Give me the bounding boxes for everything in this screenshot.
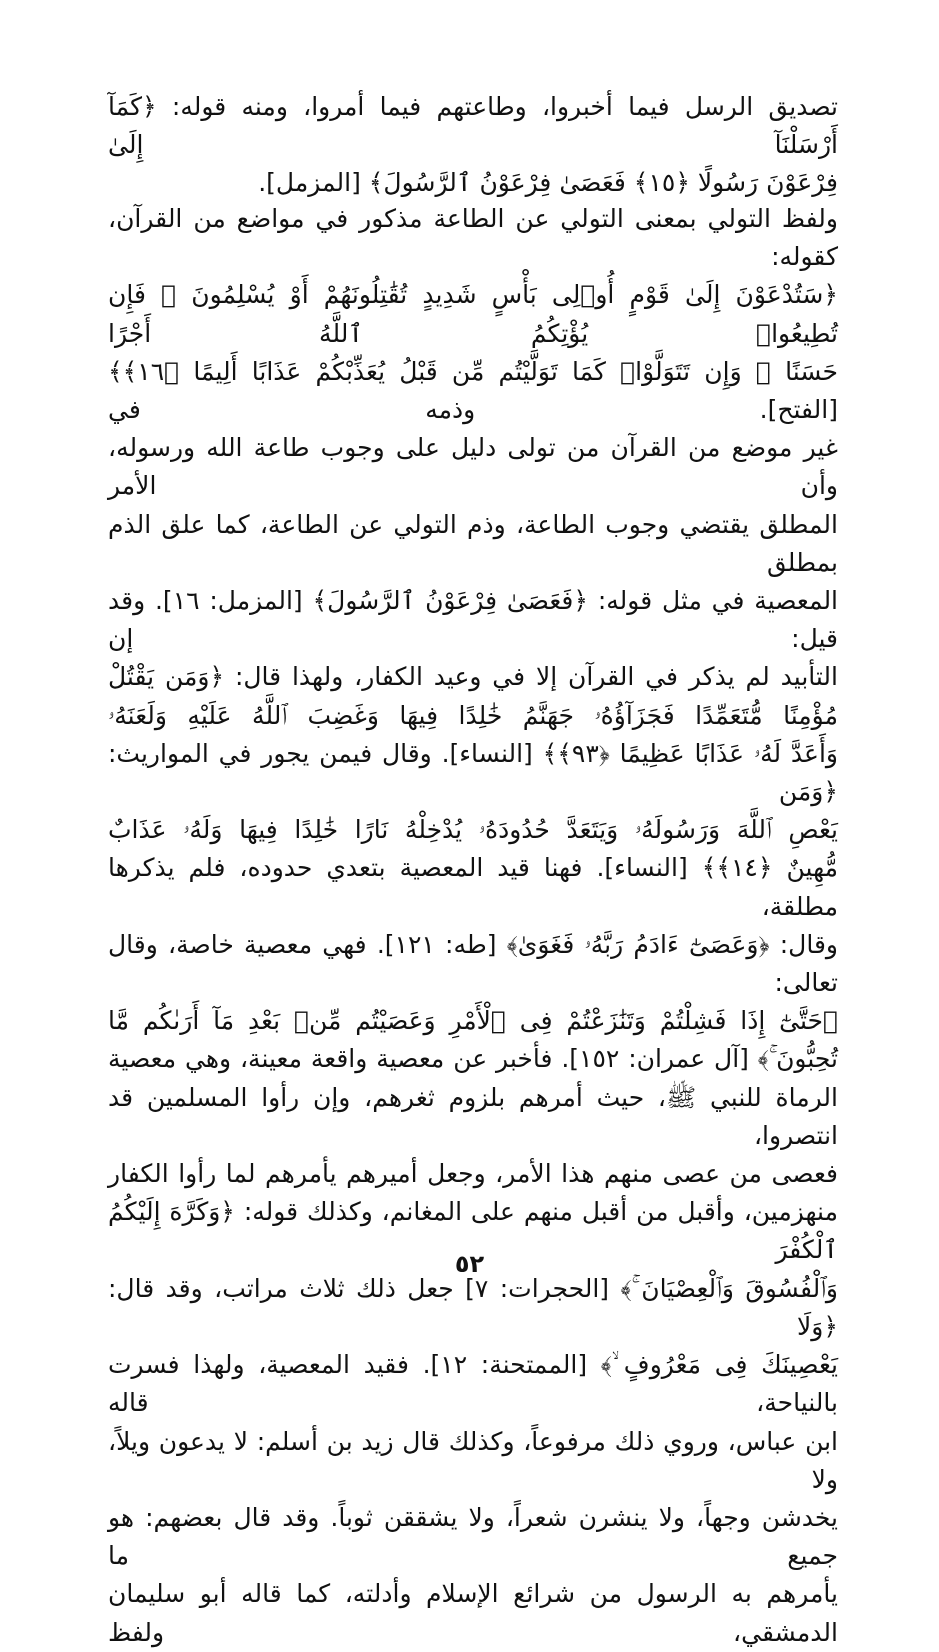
text-line: يَعْصِ ٱللَّهَ وَرَسُولَهُۥ وَيَتَعَدَّ حُدُودَهُۥ يُدْخِلْهُ نَارًا خَٰلِدًا فِيهَا وَلَهُۥ عَذَابٌ [108, 815, 838, 845]
text-line: يَعْصِينَكَ فِى مَعْرُوفٍ ۙ﴾ [الممتحنة: ١٢]. فقيد المعصية، ولهذا فسرت بالنياحة، قاله [108, 1350, 839, 1418]
text-line: يأمرهم به الرسول من شرائع الإسلام وأدلته، كما قاله أبو سليمان الدمشقي، ولفظ [108, 1579, 838, 1647]
page-number: ٥٢ [454, 1250, 485, 1278]
text-line: المطلق يقتضي وجوب الطاعة، وذم التولي عن الطاعة، كما علق الذم بمطلق [108, 509, 838, 577]
text-line: وَأَعَدَّ لَهُۥ عَذَابًا عَظِيمًا ﴿٩٣﴾﴾ [النساء]. وقال فيمن يجور في المواريث: ﴿وَمَن [108, 738, 838, 807]
text-line: يخدشن وجهاً، ولا ينشرن شعراً، ولا يشققن ثوباً. وقد قال بعضهم: هو جميع ما [108, 1502, 838, 1571]
text-line: وَٱلْفُسُوقَ وَٱلْعِصْيَانَ ۚ﴾ [الحجرات: ٧] جعل ذلك ثلاث مراتب، وقد قال: ﴿وَلَا [108, 1273, 839, 1341]
text-line: المعصية في مثل قوله: ﴿فَعَصَىٰ فِرْعَوْنُ ٱلرَّسُولَ﴾ [المزمل: ١٦]. وقد قيل: إن [108, 586, 839, 654]
text-line: ﴿حَتَّىٰٓ إِذَا فَشِلْتُمْ وَتَنَٰزَعْتُمْ فِى ٱلْأَمْرِ وَعَصَيْتُم مِّنۢ بَعْدِ مَآ أَرَىٰكُم مَّا [108, 1006, 838, 1036]
text-line: فِرْعَوْنَ رَسُولًا ﴿١٥﴾ فَعَصَىٰ فِرْعَوْنُ ٱلرَّسُولَ﴾ [المزمل]. [258, 168, 838, 198]
text-line: ولفظ التولي بمعنى التولي عن الطاعة مذكور في مواضع من القرآن، كقوله: [108, 204, 838, 272]
text-line: وقال: ﴿وَعَصَىٰٓ ءَادَمُ رَبَّهُۥ فَغَوَىٰ﴾ [طه: ١٢١]. فهي معصية خاصة، وقال تعالى: [108, 929, 838, 998]
text-line: مُّهِينٌ ﴿١٤﴾﴾ [النساء]. فهنا قيد المعصية بتعدي حدوده، فلم يذكرها مطلقة، [108, 853, 838, 921]
text-line: منهزمين، وأقبل من أقبل منهم على المغانم، وكذلك قوله: ﴿وَكَرَّهَ إِلَيْكُمُ ٱلْكُفْرَ [108, 1197, 838, 1265]
text-line: تصديق الرسل فيما أخبروا، وطاعتهم فيما أمروا، ومنه قوله: ﴿كَمَآ أَرْسَلْنَآ إِلَىٰ [108, 92, 838, 160]
text-line: مُؤْمِنًا مُّتَعَمِّدًا فَجَزَآؤُهُۥ جَهَنَّمُ خَٰلِدًا فِيهَا وَغَضِبَ ٱللَّهُ عَلَيْهِ وَلَعَنَهُۥ [108, 700, 838, 730]
text-line: فعصى من عصى منهم هذا الأمر، وجعل أميرهم يأمرهم لما رأوا الكفار [108, 1159, 838, 1189]
paragraph-1 [108, 88, 838, 198]
paragraph-2 [108, 200, 839, 1647]
text-line: غير موضع من القرآن من تولى دليل على وجوب طاعة الله ورسوله، وأن الأمر [108, 433, 838, 501]
text-line: حَسَنًا ۖ وَإِن تَتَوَلَّوْا۟ كَمَا تَوَلَّيْتُم مِّن قَبْلُ يُعَذِّبْكُمْ عَذَابًا أَلِيمًا ﴿١٦﴾﴾ [الفتح]. وذمه في [108, 356, 838, 425]
text-line: التأبيد لم يذكر في القرآن إلا في وعيد الكفار، ولهذا قال: ﴿وَمَن يَقْتُلْ [108, 662, 838, 692]
text-line: ﴿سَتُدْعَوْنَ إِلَىٰ قَوْمٍ أُو۟لِى بَأْسٍ شَدِيدٍ تُقَٰتِلُونَهُمْ أَوْ يُسْلِمُونَ ۖ فَإِن تُطِيعُوا۟ يُؤْتِكُمُ ٱللَّهُ أَجْرًا [108, 280, 838, 348]
text-line: ابن عباس، وروي ذلك مرفوعاً، وكذلك قال زيد بن أسلم: لا يدعون ويلاً، ولا [108, 1426, 838, 1494]
text-line: تُحِبُّونَ ۚ﴾ [آل عمران: ١٥٢]. فأخبر عن معصية واقعة معينة، وهي معصية [108, 1044, 838, 1074]
text-line: الرماة للنبي ﷺ، حيث أمرهم بلزوم ثغرهم، وإن رأوا المسلمين قد انتصروا، [108, 1082, 838, 1150]
